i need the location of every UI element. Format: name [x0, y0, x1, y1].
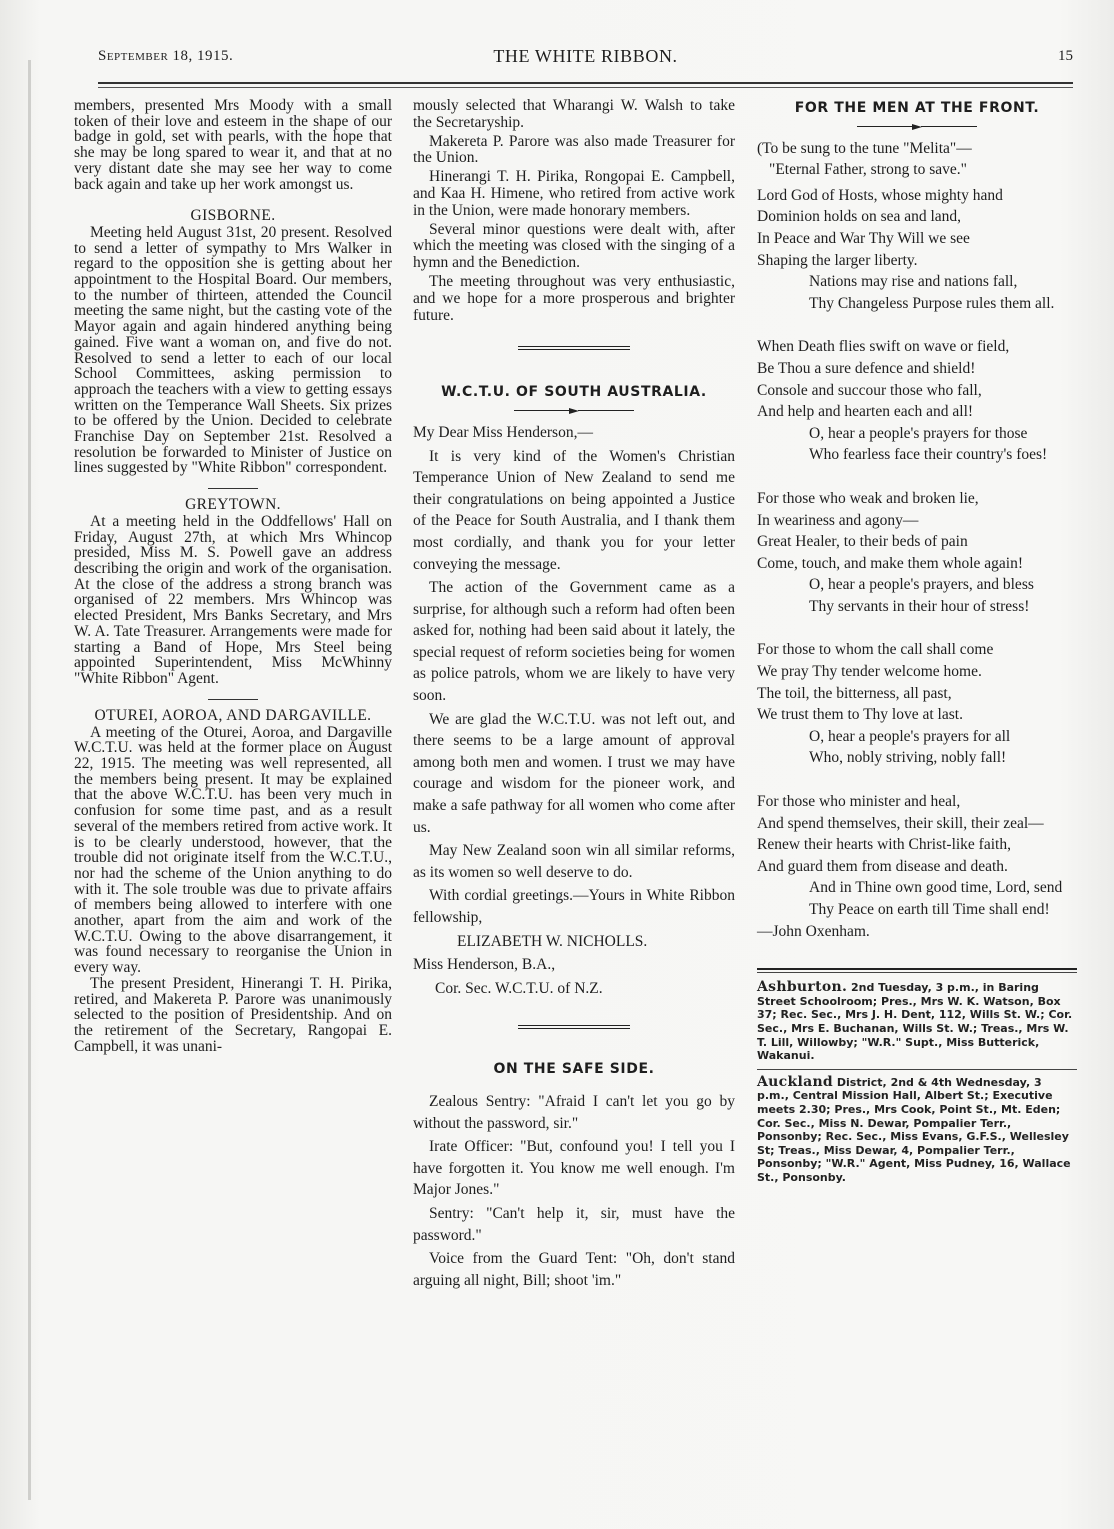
- poem-stanza: [757, 488, 1077, 618]
- poem-line: Come, touch, and make them whole again!: [757, 554, 1024, 572]
- poem-line: We pray Thy tender welcome home.: [757, 663, 982, 681]
- poem-author: —John Oxenham.: [757, 922, 870, 940]
- poem-line: And spend themselves, their skill, their zeal—: [757, 814, 1044, 832]
- directory-divider: [757, 1069, 1077, 1070]
- branch-name: Ashburton.: [757, 979, 848, 996]
- poem-refrain-line: Thy Peace on earth till Time shall end!: [809, 901, 1050, 918]
- poem-stanza: [757, 185, 1077, 315]
- double-rule: [518, 346, 630, 350]
- article-paragraph: Makereta P. Parore was also made Treasurer for the Union.: [413, 132, 735, 167]
- poem-refrain-line: Thy Changeless Purpose rules them all.: [809, 294, 1055, 312]
- article-paragraph: mously selected that Wharangi W. Walsh to take the Secretaryship.: [413, 97, 735, 131]
- header-rule: [98, 82, 1073, 84]
- article-paragraph: The present President, Hinerangi T. H. Pirika, retired, and Makereta P. Parore was unanimously selected to the position of Presidentship. And on the retirement of the Secretary, Rangopai E. Campbell, it was unani-: [74, 974, 392, 1055]
- article-paragraph: At a meeting held in the Oddfellows' Hall on Friday, August 27th, at which Mrs Whincop presided, Miss M. S. Powell gave an address describing the origin and work of the organisation. At the close of the address a strong branch was organised of 22 members. Mrs Whincop was elected President, Mrs Banks Secretary, and Mrs W. A. Tate Treasurer. Arrangements were made for starting a Band of Hope, Mrs Steel being appointed Superintendent, Miss McWhinny "White Ribbon" Agent.: [74, 512, 392, 687]
- poem-refrain-line: Who, nobly striving, nobly fall!: [809, 749, 1007, 767]
- branch-details: 2nd Tuesday, 3 p.m., in Baring Street Schoolroom; Pres., Mrs W. K. Watson, Box 37; Rec. Sec., Mrs J. H. Dent, 112, Wills St. W.; Cor. Sec., Mrs E. Buchanan, Wills St. W.; Treas., Mrs W. T. Lill, Willowby; "W.R." Supt., Miss Butterick, Wakanui.: [757, 981, 1073, 1063]
- poem-stanza: [757, 336, 1077, 466]
- poem-line: And help and hearten each and all!: [757, 403, 974, 421]
- poem-line: In Peace and War Thy Will we see: [757, 229, 970, 247]
- poem-line: In weariness and agony—: [757, 511, 919, 529]
- column-left: [74, 98, 392, 1054]
- letter-paragraph: It is very kind of the Women's Christian Temperance Union of New Zealand to send me their congratulations on being appointed a Justice of the Peace for South Australia, and I thank them most cordially, and thank you for your letter conveying the message.: [413, 447, 735, 573]
- poem-line: For those to whom the call shall come: [757, 641, 994, 659]
- poem-line: Shaping the larger liberty.: [757, 251, 918, 269]
- joke-paragraph: Sentry: "Can't help it, sir, must have the password.": [413, 1204, 735, 1244]
- article-paragraph: A meeting of the Oturei, Aoroa, and Dargaville W.C.T.U. was held at the former place on August 22, 1915. The meeting was well represented, all the members being present. It may be explained that the above W.C.T.U. has been very much in confusion for some time past, and as a result several of the members retired from active work. It is to be clearly understood, however, that the trouble did not originate itself from the W.C.T.U., nor had the scheme of the Union anything to do with it. The sole trouble was due to private affairs of members being allowed to interfere with one another, apart from the aim and work of the W.C.T.U. Owing to the above disarrangement, it was found necessary to reorganise the Union in every way.: [74, 723, 392, 977]
- joke-paragraph: Voice from the Guard Tent: "Oh, don't stand arguing all night, Bill; shoot 'im.": [413, 1250, 735, 1289]
- poem-stanza: [757, 791, 1077, 942]
- letter-paragraph: With cordial greetings.—Yours in White Ribbon fellowship,: [413, 887, 735, 927]
- letter-paragraph: The action of the Government came as a surprise, for although such a reform had often been asked for, nothing had been said about it lately, the special request of reform societies being for women as police patrols, whom we are likely to have very soon.: [413, 579, 735, 705]
- letter-signature: ELIZABETH W. NICHOLLS.: [457, 932, 648, 950]
- poem-stanza: [757, 639, 1077, 769]
- poem-line: We trust them to Thy love at last.: [757, 706, 963, 724]
- poem-refrain-line: O, hear a people's prayers for all: [809, 727, 1011, 745]
- column-right: [757, 98, 1077, 1185]
- branch-details: District, 2nd & 4th Wednesday, 3 p.m., Central Mission Hall, Albert St.; Executive meets 2.30; Pres., Mrs Cook, Point St., Mt. Eden; Cor. Sec., Miss N. Dewar, Pompalier Terr., Ponsonby; Rec. Sec., Miss Evans, G.F.S., Wellesley St; Treas., Miss Dewar, 4, Pompalier Terr., Ponsonby; "W.R." Agent, Miss Pudney, 16, Wallace St., Ponsonby.: [757, 1075, 1071, 1184]
- joke-paragraph: Zealous Sentry: "Afraid I can't let you go by without the password, sir.": [413, 1092, 735, 1132]
- poem-refrain-line: Nations may rise and nations fall,: [809, 273, 1018, 291]
- column-middle: [413, 98, 735, 1293]
- poem-line: For those who weak and broken lie,: [757, 489, 979, 507]
- poem-refrain-line: And in Thine own good time, Lord, send: [809, 879, 1063, 897]
- poem-refrain-line: Thy servants in their hour of stress!: [809, 597, 1030, 615]
- section-heading-south-australia: W.C.T.U. OF SOUTH AUSTRALIA.: [441, 384, 707, 401]
- tune-note: "Eternal Father, strong to save.": [769, 161, 967, 179]
- tune-note: (To be sung to the tune "Melita"—: [757, 139, 972, 157]
- letter-addressee-title: Cor. Sec. W.C.T.U. of N.Z.: [435, 979, 603, 997]
- article-paragraph: Meeting held August 31st, 20 present. Resolved to send a letter of sympathy to Mrs Walker in regard to the opposition she is getting about her appointment to the Hospital Board. Our members, to the number of thirteen, attended the Council meeting the same night, but the casting vote of the Mayor again and again hindered anything being gained. Five want a woman on, and five do not. Resolved to send a letter to each of our local School Committees, asking permission to approach the teachers with a view to getting essays written on the Temperance Wall Sheets. Six prizes to be offered by the Union. Decided to celebrate Franchise Day on September 21st. Resolved a resolution be forwarded to Minister of Justice on lines suggested by "White Ribbon" correspondent.: [74, 223, 392, 477]
- ornament-rule: [857, 124, 977, 130]
- directory-rule: [757, 968, 1077, 970]
- poem-title: FOR THE MEN AT THE FRONT.: [794, 100, 1040, 116]
- masthead-title: THE WHITE RIBBON.: [493, 46, 678, 66]
- directory-rule-thin: [757, 972, 1077, 973]
- poem-line: Renew their hearts with Christ-like faith,: [757, 836, 1011, 854]
- poem-refrain-line: O, hear a people's prayers, and bless: [809, 576, 1034, 594]
- letter-salutation: My Dear Miss Henderson,—: [413, 423, 593, 441]
- poem-line: When Death flies swift on wave or field,: [757, 338, 1010, 356]
- poem-line: Dominion holds on sea and land,: [757, 208, 962, 226]
- article-paragraph: The meeting throughout was very enthusiastic, and we hope for a more prosperous and brighter future.: [413, 272, 735, 324]
- article-paragraph: Several minor questions were dealt with, after which the meeting was closed with the singing of a hymn and the Benediction.: [413, 220, 735, 272]
- joke-paragraph: Irate Officer: "But, confound you! I tell you I have forgotten it. You know me well enough. I'm Major Jones.": [413, 1138, 735, 1199]
- double-rule: [518, 1025, 630, 1029]
- poem-line: Console and succour those who fall,: [757, 381, 982, 399]
- branch-notice-auckland: [757, 1073, 1077, 1185]
- article-paragraph: members, presented Mrs Moody with a small token of their love and esteem in the shape of our badge in gold, set with pearls, with the hope that she may be long spared to wear it, and that at no very distant date she may see her way to come back again and take up her work amongst us.: [74, 97, 392, 193]
- ornament-rule: [514, 408, 634, 414]
- poem-line: For those who minister and heal,: [757, 793, 961, 811]
- binding-shadow: [28, 60, 31, 1500]
- issue-date: September 18, 1915.: [98, 48, 234, 64]
- poem-line: Lord God of Hosts, whose mighty hand: [757, 186, 1003, 204]
- section-heading-oturei: OTUREI, AOROA, AND DARGAVILLE.: [94, 706, 372, 724]
- branch-name: Auckland: [757, 1073, 834, 1090]
- section-divider: [208, 488, 258, 489]
- poem-refrain-line: O, hear a people's prayers for those: [809, 424, 1028, 442]
- poem-refrain-line: Who fearless face their country's foes!: [809, 446, 1048, 464]
- letter-paragraph: We are glad the W.C.T.U. was not left out, and there seems to be a large amount of approval among both men and women. I trust we may have courage and wisdom for the pioneer work, and make a safe pathway for all women who come after us.: [413, 710, 735, 836]
- section-heading-greytown: GREYTOWN.: [185, 496, 281, 514]
- poem-line: Be Thou a sure defence and shield!: [757, 359, 976, 377]
- branch-notice-ashburton: [757, 981, 1077, 1063]
- header-rule-thin: [98, 87, 1073, 88]
- section-heading-gisborne: GISBORNE.: [190, 207, 276, 225]
- section-divider: [208, 699, 258, 700]
- article-paragraph: Hinerangi T. H. Pirika, Rongopai E. Campbell, and Kaa H. Himene, who retired from active work in the Union, were made honorary members.: [413, 168, 735, 219]
- page-number: 15: [1058, 48, 1073, 64]
- section-heading-safe-side: ON THE SAFE SIDE.: [493, 1061, 655, 1078]
- poem-line: And guard them from disease and death.: [757, 857, 1008, 875]
- letter-paragraph: May New Zealand soon win all similar reforms, as its women so well deserve to do.: [413, 842, 735, 881]
- page-header: [98, 44, 1073, 74]
- letter-addressee: Miss Henderson, B.A.,: [413, 956, 556, 974]
- poem-line: The toil, the bitterness, all past,: [757, 684, 952, 702]
- poem-line: Great Healer, to their beds of pain: [757, 533, 968, 551]
